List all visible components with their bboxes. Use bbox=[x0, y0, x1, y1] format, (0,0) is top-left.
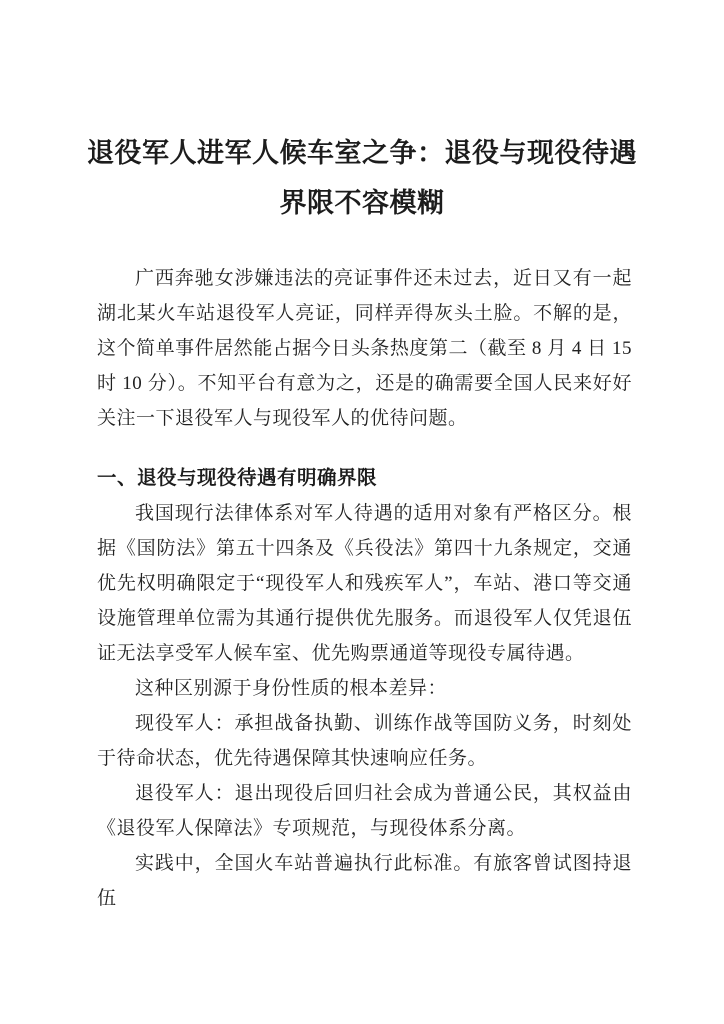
document-body bbox=[97, 261, 632, 916]
document-title-line-2: 界限不容模糊 bbox=[279, 188, 445, 218]
document-title bbox=[0, 0, 724, 228]
body-paragraph-practice: 实践中，全国火车站普遍执行此标准。有旅客曾试图持退伍 bbox=[97, 853, 632, 909]
body-paragraph-legal-basis: 我国现行法律体系对军人待遇的适用对象有严格区分。根据《国防法》第五十四条及《兵役法》第四十九条规定，交通优先权明确限定于“现役军人和残疾军人”，车站、港口等交通设施管理单位需为其通行提供优先服务。而退役军人仅凭退伍证无法享受军人候车室、优先购票通道等现役专属待遇。 bbox=[97, 503, 632, 664]
intro-paragraph: 广西奔驰女涉嫌违法的亮证事件还未过去，近日又有一起湖北某火车站退役军人亮证，同样弄得灰头土脸。不解的是，这个简单事件居然能占据今日头条热度第二（截至 8 月 4 日 15 时 10 分）。不知平台有意为之，还是的确需要全国人民来好好关注一下退役军人与现役军人的优待问题。 bbox=[97, 268, 632, 429]
body-paragraph-difference-lead: 这种区别源于身份性质的根本差异： bbox=[135, 678, 448, 699]
body-paragraph-active-duty: 现役军人：承担战备执勤、训练作战等国防义务，时刻处于待命状态，优先待遇保障其快速响应任务。 bbox=[97, 713, 632, 769]
document-title-line-1: 退役军人进军人候车室之争：退役与现役待遇 bbox=[87, 138, 637, 168]
section-heading: 一、退役与现役待遇有明确界限 bbox=[97, 467, 378, 489]
body-paragraph-veteran: 退役军人：退出现役后回归社会成为普通公民，其权益由《退役军人保障法》专项规范，与现役体系分离。 bbox=[97, 783, 632, 839]
